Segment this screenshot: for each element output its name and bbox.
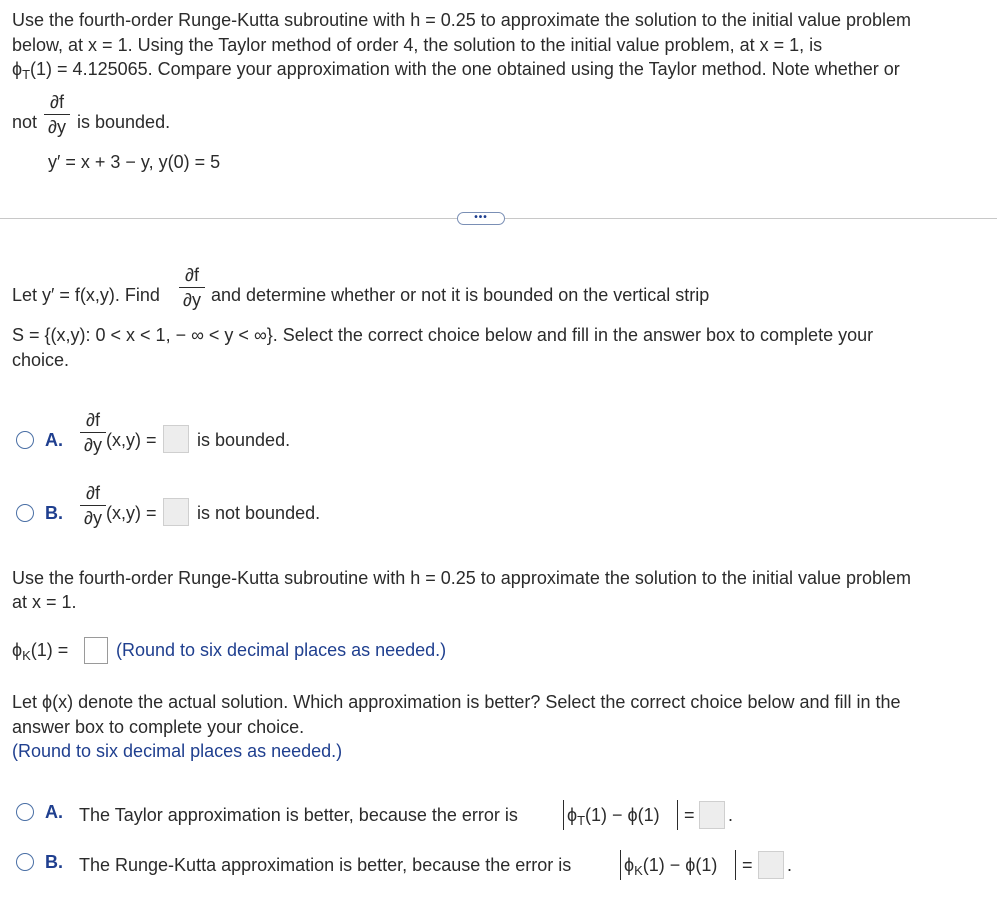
part1-line-3: choice.	[12, 350, 70, 370]
fraction-denominator: ∂y	[48, 117, 66, 137]
phi-subscript: T	[22, 67, 31, 82]
phi-symbol: ϕ	[624, 855, 635, 875]
partial-fraction	[44, 92, 70, 137]
part3-option-b-letter: B.	[45, 852, 63, 872]
part1-option-a-letter: A.	[45, 430, 63, 450]
abs-bar-left	[563, 800, 564, 830]
part2-line-2: at x = 1.	[12, 592, 77, 612]
part1-option-b-fraction	[80, 483, 106, 528]
problem-line-3-rest: (1) = 4.125065. Compare your approximation with the one obtained using the Taylor method. Note whether or	[30, 59, 900, 79]
not-label: not	[12, 112, 38, 132]
part3-line-2: answer box to complete your choice.	[12, 717, 305, 737]
problem-line-2: below, at x = 1. Using the Taylor method of order 4, the solution to the initial value problem, at x = 1, is	[12, 35, 823, 55]
part3-line-1: Let ϕ(x) denote the actual solution. Which approximation is better? Select the correct choice below and fill in the	[12, 692, 901, 712]
part2-answer-input[interactable]	[84, 637, 108, 664]
fraction-numerator: ∂f	[50, 92, 64, 112]
part1-line-1-pre: Let y′ = f(x,y). Find	[12, 285, 160, 305]
phi-rest: (1) =	[30, 640, 69, 660]
part1-partial-fraction	[179, 265, 205, 310]
part3-option-b-text: The Runge-Kutta approximation is better, because the error is	[79, 855, 572, 875]
part3-option-b-expr	[624, 853, 717, 879]
part1-option-a-answer-box[interactable]	[163, 425, 189, 453]
part1-option-a-text: is bounded.	[197, 430, 291, 450]
part3-round-hint: (Round to six decimal places as needed.)	[12, 741, 343, 761]
part2-round-hint: (Round to six decimal places as needed.)	[116, 640, 447, 660]
part1-option-b-text: is not bounded.	[197, 503, 321, 523]
part3-option-b-radio[interactable]	[16, 853, 34, 871]
part1-option-b-answer-box[interactable]	[163, 498, 189, 526]
fraction-bar	[179, 287, 205, 288]
period: .	[787, 855, 793, 875]
fraction-numerator: ∂f	[185, 265, 199, 285]
fraction-numerator: ∂f	[86, 410, 100, 430]
part1-option-a-radio[interactable]	[16, 431, 34, 449]
expr-rest: (1) − ϕ(1)	[642, 855, 718, 875]
abs-bar-left	[620, 850, 621, 880]
equals-sign: =	[742, 855, 753, 875]
part3-option-a-answer-box[interactable]	[699, 801, 725, 829]
fraction-denominator: ∂y	[84, 508, 102, 528]
fraction-denominator: ∂y	[183, 290, 201, 310]
phi-subscript: K	[634, 863, 643, 878]
fraction-numerator: ∂f	[86, 483, 100, 503]
problem-line-1: Use the fourth-order Runge-Kutta subroutine with h = 0.25 to approximate the solution to the initial value problem	[12, 10, 912, 30]
expand-more-button[interactable]: •••	[457, 212, 505, 225]
abs-bar-right	[677, 800, 678, 830]
problem-line-3	[12, 57, 900, 83]
part2-phi-label	[12, 638, 68, 664]
fraction-bar	[80, 432, 106, 433]
part3-option-a-expr	[567, 803, 660, 829]
part1-option-b-radio[interactable]	[16, 504, 34, 522]
fraction-denominator: ∂y	[84, 435, 102, 455]
phi-symbol: ϕ	[12, 640, 23, 660]
period: .	[728, 805, 734, 825]
part1-option-a-mid: (x,y) =	[106, 430, 157, 450]
phi-subscript: T	[577, 813, 586, 828]
abs-bar-right	[735, 850, 736, 880]
part1-line-1-post: and determine whether or not it is bounded on the vertical strip	[211, 285, 710, 305]
bounded-label: is bounded.	[77, 112, 171, 132]
expr-rest: (1) − ϕ(1)	[585, 805, 660, 825]
equals-sign: =	[684, 805, 695, 825]
part3-option-a-radio[interactable]	[16, 803, 34, 821]
phi-subscript: K	[22, 648, 31, 663]
fraction-bar	[44, 114, 70, 115]
part2-line-1: Use the fourth-order Runge-Kutta subroutine with h = 0.25 to approximate the solution to the initial value problem	[12, 568, 912, 588]
phi-symbol: ϕ	[567, 805, 578, 825]
fraction-bar	[80, 505, 106, 506]
part1-line-2: S = {(x,y): 0 < x < 1, − ∞ < y < ∞}. Select the correct choice below and fill in the answer box to complete your	[12, 325, 874, 345]
part3-option-a-text: The Taylor approximation is better, because the error is	[79, 805, 518, 825]
phi-symbol: ϕ	[12, 59, 23, 79]
part3-option-b-answer-box[interactable]	[758, 851, 784, 879]
part3-option-a-letter: A.	[45, 802, 63, 822]
ivp-equation: y′ = x + 3 − y, y(0) = 5	[48, 152, 221, 172]
part1-option-a-fraction	[80, 410, 106, 455]
part1-option-b-mid: (x,y) =	[106, 503, 157, 523]
part1-option-b-letter: B.	[45, 503, 63, 523]
